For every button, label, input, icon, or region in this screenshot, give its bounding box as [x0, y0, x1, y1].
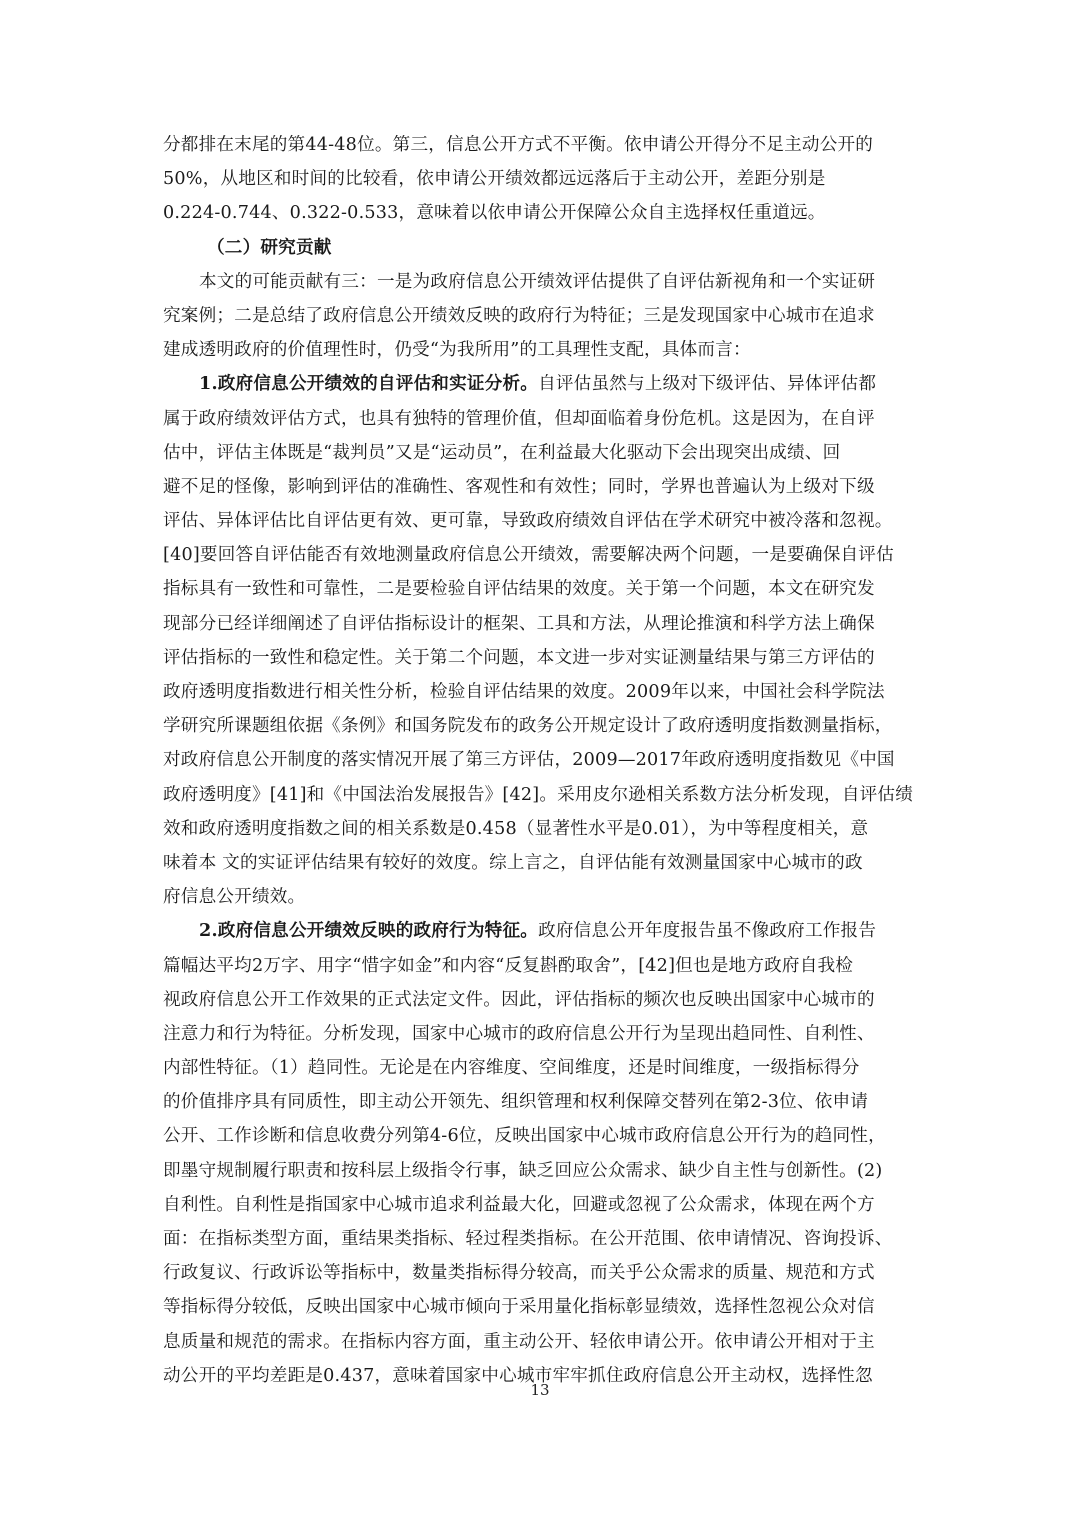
- section-heading: （二）研究贡献: [207, 236, 332, 258]
- text-line: 的价值排序具有同质性，即主动公开领先、组织管理和权利保障交替列在第2-3位、依申请: [163, 1092, 869, 1113]
- paragraph-text: 自评估虽然与上级对下级评估、异体评估都: [538, 374, 877, 395]
- text-line: 篇幅达平均2万字、用字“惜字如金”和内容“反复斟酌取舍”，[42]但也是地方政府自我检: [163, 955, 854, 976]
- text-line: 建成透明政府的价值理性时，仍受“为我所用”的工具理性支配，具体而言：: [163, 340, 751, 361]
- text-line: 行政复议、行政诉讼等指标中，数量类指标得分较高，而关乎公众需求的质量、规范和方式: [163, 1263, 875, 1284]
- page-number: 13: [530, 1381, 550, 1399]
- paragraph-lead-heading: 2.政府信息公开绩效反映的政府行为特征。: [199, 920, 539, 942]
- text-line: 估中，评估主体既是“裁判员”又是“运动员”，在利益最大化驱动下会出现突出成绩、回: [163, 442, 841, 463]
- document-page: [163, 128, 919, 1393]
- text-line: 50%，从地区和时间的比较看，依申请公开绩效都远远落后于主动公开，差距分别是: [163, 169, 826, 190]
- text-line: 公开、工作诊断和信息收费分列第4-6位，反映出国家中心城市政府信息公开行为的趋同性，: [163, 1126, 886, 1147]
- paragraph-text: 政府信息公开年度报告虽不像政府工作报告: [538, 921, 877, 942]
- text-line: 府信息公开绩效。: [163, 887, 306, 908]
- text-line: 究案例；二是总结了政府信息公开绩效反映的政府行为特征；三是发现国家中心城市在追求: [163, 305, 875, 326]
- text-line: 评估、异体评估比自评估更有效、更可靠，导致政府绩效自评估在学术研究中被冷落和忽视。: [163, 511, 893, 532]
- text-line: 味着本 文的实证评估结果有较好的效度。综上言之，自评估能有效测量国家中心城市的政: [163, 852, 863, 873]
- text-line: 内部性特征。（1）趋同性。无论是在内容维度、空间维度，还是时间维度，一级指标得分: [163, 1058, 860, 1079]
- text-line: 息质量和规范的需求。在指标内容方面，重主动公开、轻依申请公开。依申请公开相对于主: [163, 1331, 875, 1352]
- text-line: 避不足的怪像，影响到评估的准确性、客观性和有效性；同时，学界也普遍认为上级对下级: [163, 476, 875, 497]
- paragraph-lead-line: [163, 914, 919, 948]
- paragraph-lead-heading: 1.政府信息公开绩效的自评估和实证分析。: [199, 373, 539, 395]
- text-line: [40]要回答自评估能否有效地测量政府信息公开绩效，需要解决两个问题，一是要确保自评估: [163, 545, 894, 566]
- text-line: 0.224-0.744、0.322-0.533，意味着以依申请公开保障公众自主选择权任重道远。: [163, 203, 826, 224]
- text-line: 学研究所课题组依据《条例》和国务院发布的政务公开规定设计了政府透明度指数测量指标，: [163, 716, 893, 737]
- text-line: 指标具有一致性和可靠性，二是要检验自评估结果的效度。关于第一个问题，本文在研究发: [163, 579, 875, 600]
- text-line: 现部分已经详细阐述了自评估指标设计的框架、工具和方法，从理论推演和科学方法上确保: [163, 613, 875, 634]
- text-line: 注意力和行为特征。分析发现，国家中心城市的政府信息公开行为呈现出趋同性、自利性、: [163, 1023, 875, 1044]
- text-line: 本文的可能贡献有三：一是为政府信息公开绩效评估提供了自评估新视角和一个实证研: [199, 271, 876, 292]
- text-line: 政府透明度指数进行相关性分析，检验自评估结果的效度。2009年以来，中国社会科学院法: [163, 682, 885, 702]
- text-line: 动公开的平均差距是0.437，意味着国家中心城市牢牢抓住政府信息公开主动权，选择性忽: [163, 1365, 873, 1386]
- text-line: 效和政府透明度指数之间的相关系数是0.458（显著性水平是0.01），为中等程度相关，意: [163, 818, 869, 839]
- text-line: 属于政府绩效评估方式，也具有独特的管理价值，但却面临着身份危机。这是因为，在自评: [163, 408, 875, 429]
- text-line: 即墨守规制履行职责和按科层上级指令行事，缺乏回应公众需求、缺少自主性与创新性。(2): [163, 1160, 883, 1181]
- paragraph-lead-line: [163, 367, 919, 401]
- text-line: 政府透明度》[41]和《中国法治发展报告》[42]。采用皮尔逊相关系数方法分析发现，自评估绩: [163, 784, 913, 805]
- text-line: 分都排在末尾的第44-48位。第三，信息公开方式不平衡。依申请公开得分不足主动公开的: [163, 135, 874, 155]
- text-line: 自利性。自利性是指国家中心城市追求利益最大化，回避或忽视了公众需求，体现在两个方: [163, 1194, 875, 1215]
- text-line: 对政府信息公开制度的落实情况开展了第三方评估，2009—2017年政府透明度指数见《中国: [163, 750, 895, 771]
- text-line: 评估指标的一致性和稳定性。关于第二个问题，本文进一步对实证测量结果与第三方评估的: [163, 647, 875, 668]
- text-line: 面：在指标类型方面，重结果类指标、轻过程类指标。在公开范围、依申请情况、咨询投诉、: [163, 1229, 893, 1249]
- text-line: 视政府信息公开工作效果的正式法定文件。因此，评估指标的频次也反映出国家中心城市的: [163, 989, 875, 1010]
- text-line: 等指标得分较低，反映出国家中心城市倾向于采用量化指标彰显绩效，选择性忽视公众对信: [163, 1297, 875, 1318]
